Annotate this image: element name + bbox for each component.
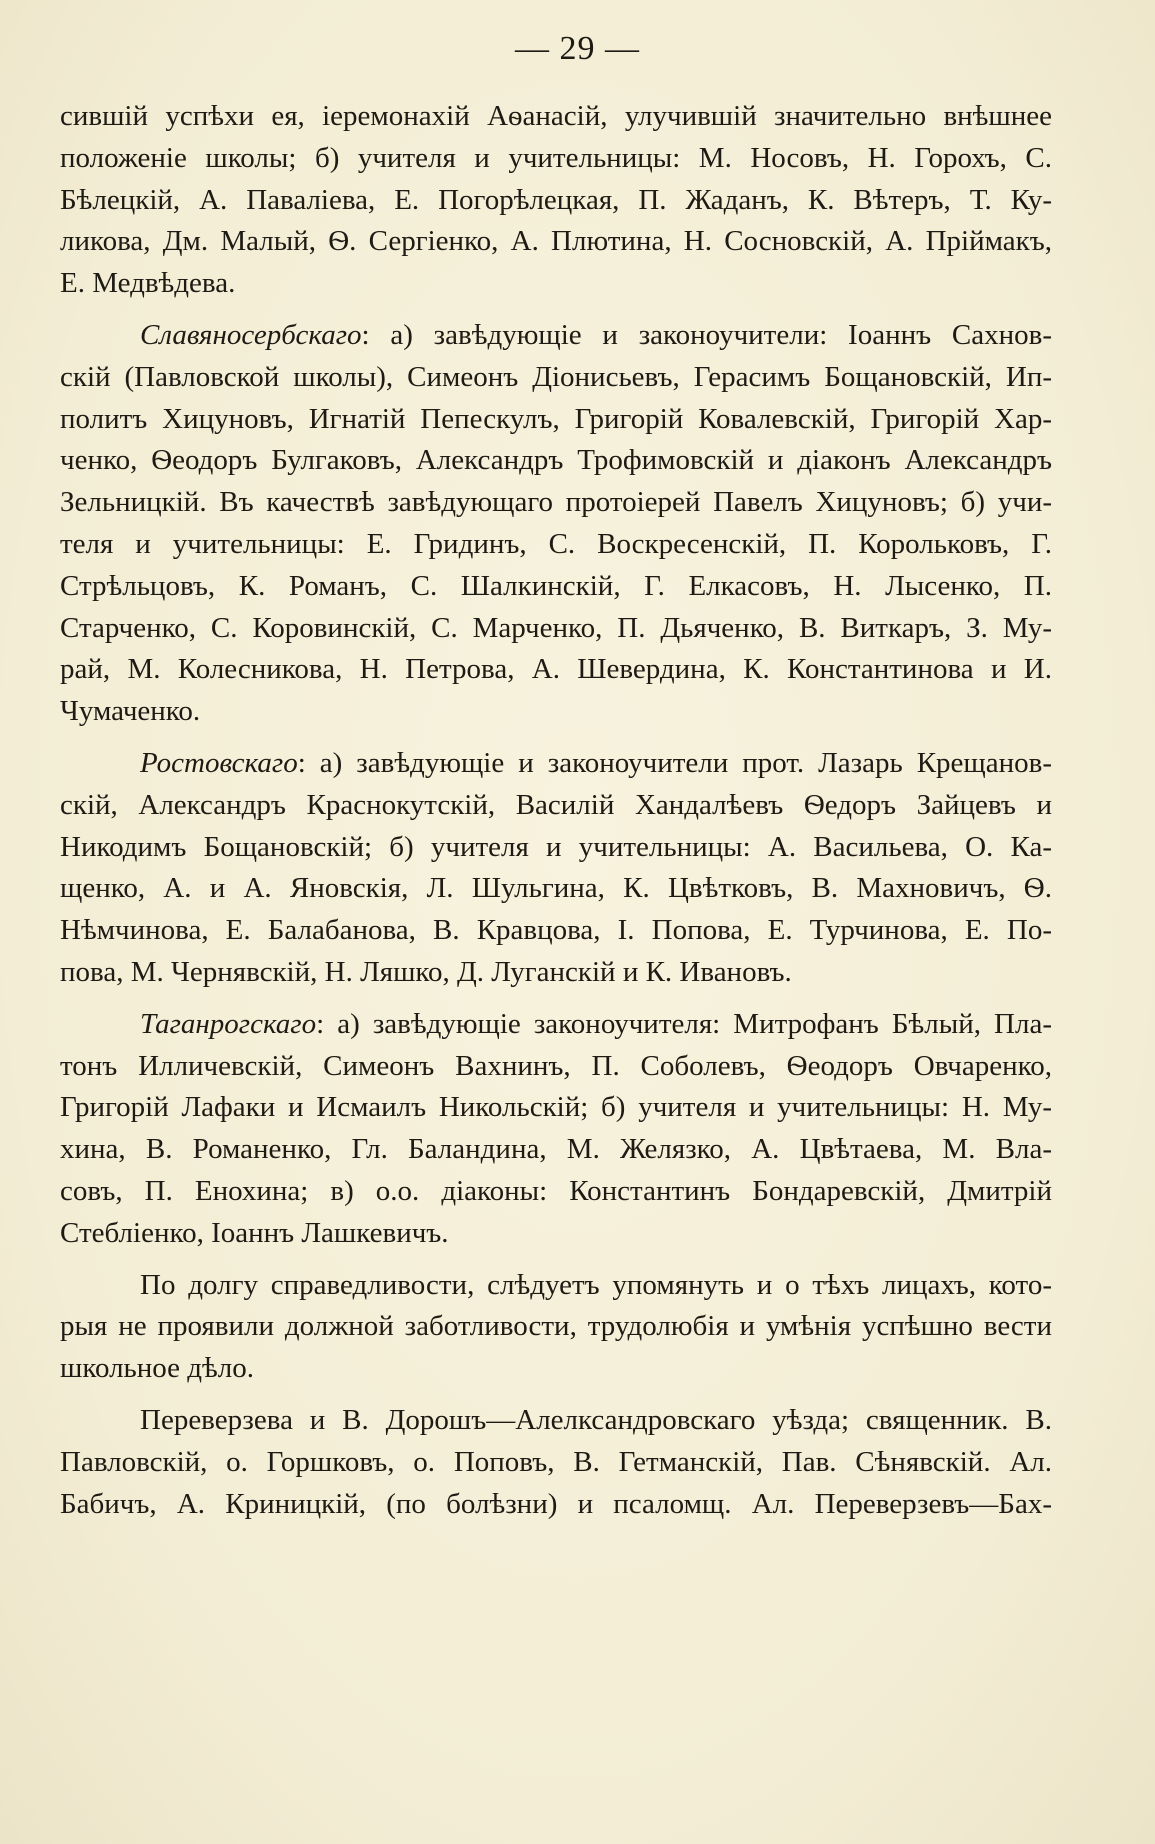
text-line: Нѣмчинова, Е. Балабанова, В. Кравцова, І. Попова, Е. Турчинова, Е. По- <box>60 914 1052 947</box>
district-name: Ростовскаго <box>140 746 298 779</box>
text-line: ликова, Дм. Малый, Ѳ. Сергіенко, А. Плютина, Н. Сосновскій, А. Пріймакъ, <box>60 225 1052 258</box>
text-line: хина, В. Романенко, Гл. Баландина, М. Желязко, А. Цвѣтаева, М. Вла- <box>60 1133 1052 1166</box>
text-line: пова, М. Чернявскій, Н. Ляшко, Д. Луганскій и К. Ивановъ. <box>60 955 792 988</box>
text-line <box>60 315 1052 357</box>
text-line: Чумаченко. <box>60 695 201 728</box>
text-span: : а) завѣдующіе и законоучители прот. Лазарь Крещанов- <box>297 746 1052 779</box>
text-span: : а) завѣдующіе и законоучители: Іоаннъ Сахнов- <box>361 318 1052 351</box>
paragraph-names <box>60 1400 1052 1525</box>
text-line: теля и учительницы: Е. Гридинъ, С. Воскресенскій, П. Корольковъ, Г. <box>60 527 1052 560</box>
text-line: политъ Хицуновъ, Игнатій Пепескулъ, Григорій Ковалевскій, Григорій Хар- <box>60 402 1052 435</box>
text-line: Павловскій, о. Горшковъ, о. Поповъ, В. Гетманскій, Пав. Сѣнявскій. Ал. <box>60 1445 1052 1478</box>
paragraph <box>60 96 1052 305</box>
district-name: Таганрогскаго <box>140 1007 317 1040</box>
text-line: Стрѣльцовъ, К. Романъ, С. Шалкинскій, Г. Елкасовъ, Н. Лысенко, П. <box>60 569 1052 602</box>
text-line: Стебліенко, Іоаннъ Лашкевичъ. <box>60 1216 449 1249</box>
text-line: Бабичъ, А. Криницкій, (по болѣзни) и псаломщ. Ал. Переверзевъ—Бах- <box>60 1487 1052 1520</box>
text-line: школьное дѣло. <box>60 1352 254 1385</box>
text-line: Никодимъ Бощановскій; б) учителя и учительницы: А. Васильева, О. Ка- <box>60 830 1052 863</box>
paragraph-taganrog <box>60 1004 1052 1255</box>
text-line: тонъ Илличевскій, Симеонъ Вахнинъ, П. Соболевъ, Ѳеодоръ Овчаренко, <box>60 1049 1052 1082</box>
text-line: Григорій Лафаки и Исмаилъ Никольскій; б) учителя и учительницы: Н. Му- <box>60 1091 1052 1124</box>
page-number: — 29 — <box>515 30 640 67</box>
text-line: Старченко, С. Коровинскій, С. Марченко, П. Дьяченко, В. Виткаръ, З. Му- <box>60 611 1052 644</box>
text-line <box>60 1004 1052 1046</box>
text-line: Е. Медвѣдева. <box>60 267 236 300</box>
text-line: рай, М. Колесникова, Н. Петрова, А. Шевердина, К. Константинова и И. <box>60 653 1052 686</box>
text-line: рыя не проявили должной заботливости, трудолюбія и умѣнія успѣшно вести <box>60 1310 1052 1343</box>
text-line: совъ, П. Енохина; в) о.о. діаконы: Константинъ Бондаревскій, Дмитрій <box>60 1174 1052 1207</box>
text-line <box>60 743 1052 785</box>
text-line: скій (Павловской школы), Симеонъ Діонисьевъ, Герасимъ Бощановскій, Ип- <box>60 360 1052 393</box>
text-line: ченко, Ѳеодоръ Булгаковъ, Александръ Трофимовскій и діаконъ Александръ <box>60 444 1052 477</box>
text-line: По долгу справедливости, слѣдуетъ упомянуть и о тѣхъ лицахъ, кото- <box>140 1268 1052 1301</box>
text-line: Переверзева и В. Дорошъ—Алелксандровскаго уѣзда; священник. В. <box>140 1403 1052 1436</box>
text-line: Зельницкій. Въ качествѣ завѣдующаго протоіерей Павелъ Хицуновъ; б) учи- <box>60 486 1052 519</box>
text-span: : а) завѣдующіе законоучителя: Митрофанъ Бѣлый, Пла- <box>316 1007 1052 1040</box>
paragraph-rostov <box>60 743 1052 994</box>
paragraph-slavyanoserbsk <box>60 315 1052 733</box>
body-text <box>60 96 1052 1525</box>
text-line: положеніе школы; б) учителя и учительницы: М. Носовъ, Н. Горохъ, С. <box>60 141 1052 174</box>
text-line: щенко, А. и А. Яновскія, Л. Шульгина, К. Цвѣтковъ, В. Махновичъ, Ѳ. <box>60 872 1052 905</box>
text-line: скій, Александръ Краснокутскій, Василій Хандалѣевъ Ѳедоръ Зайцевъ и <box>60 788 1052 821</box>
text-line: сившій успѣхи ея, іеремонахій Аѳанасій, улучившій значительно внѣшнее <box>60 100 1052 132</box>
district-name: Славяносербскаго <box>140 318 362 351</box>
text-line: Бѣлецкій, А. Паваліева, Е. Погорѣлецкая, П. Жаданъ, К. Вѣтеръ, Т. Ку- <box>60 183 1052 216</box>
paragraph-negligence <box>60 1265 1052 1390</box>
